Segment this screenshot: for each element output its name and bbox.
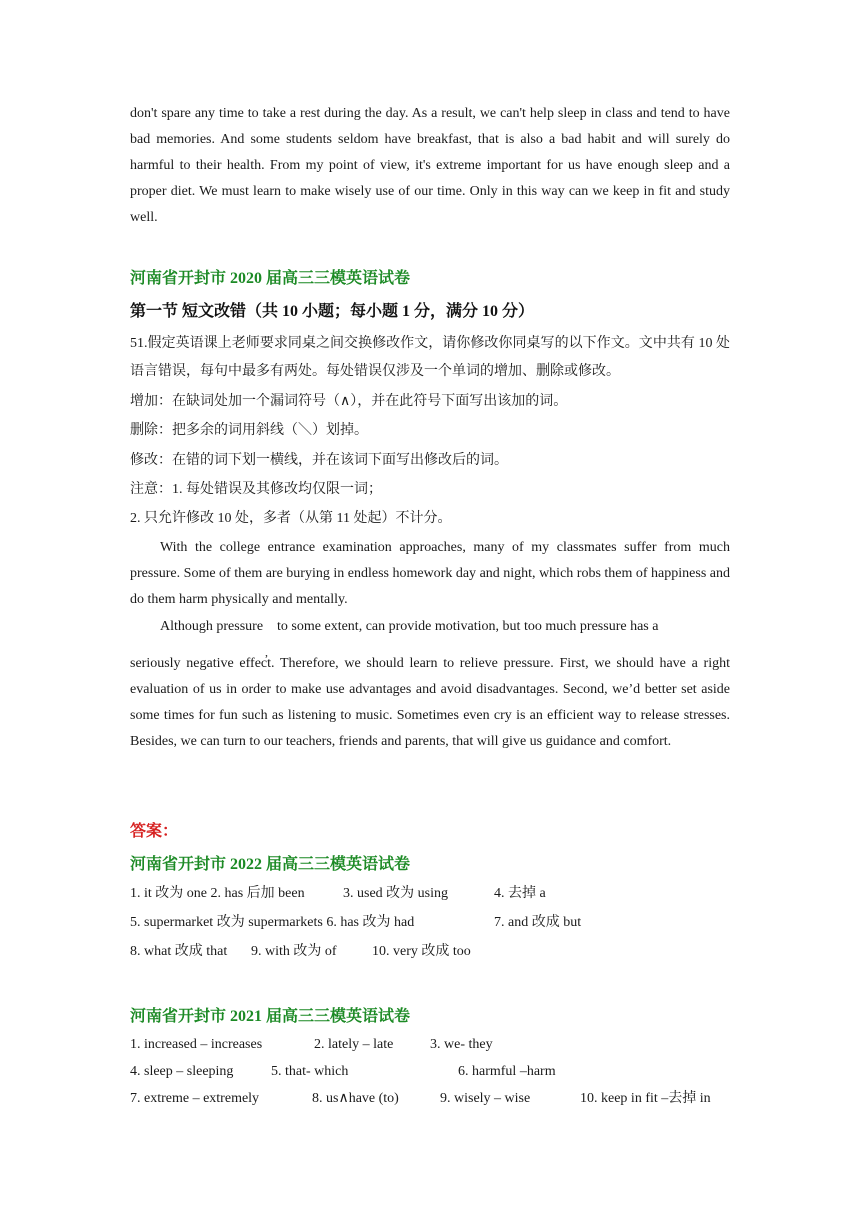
answer-item: 3. we- they <box>430 1037 493 1052</box>
instructions-intro: 51.假定英语课上老师要求同桌之间交换修改作文，请你修改你同桌写的以下作文。文中共有 10 处语言错误，每句中最多有两处。每处错误仅涉及一个单词的增加、删除或修改。 <box>130 336 730 379</box>
instruction-note-1: 注意：1. 每处错误及其修改均仅限一词； <box>130 482 382 497</box>
answer-item: 8. us∧have (to) <box>312 1091 399 1106</box>
section-title: 第一节 短文改错（共 10 小题；每小题 1 分，满分 10 分） <box>130 303 535 320</box>
essay-p2-start: Although pressure <box>160 619 264 634</box>
answer-item: 1. it 改为 one 2. has 后加 been <box>130 886 305 901</box>
instruction-add: 增加：在缺词处加一个漏词符号（∧），并在此符号下面写出该加的词。 <box>130 394 568 409</box>
answer-item: 2. lately – late <box>314 1037 394 1052</box>
answer-item: 5. that- which <box>271 1064 349 1079</box>
essay-paragraph-2-first-line: Although pressure , to some extent, can provide motivation, but too much pressure has a <box>160 619 659 659</box>
answer-item: 7. extreme – extremely <box>130 1091 260 1106</box>
answer-item: 9. wisely – wise <box>440 1091 531 1106</box>
answer-item: 4. 去掉 a <box>494 886 546 901</box>
essay-paragraph-2: seriously negative effect. Therefore, we should learn to relieve pressure. First, we should have a right evaluation of us in order to make use advantages and avoid disadvantages. Second, we’d better set aside some times for fun such as listening to music. Sometimes even cry is an efficient way to release stresses. Besides, we can turn to our teachers, friends and parents, that will give us guidance and comfort. <box>130 656 730 749</box>
answer-item: 10. very 改成 too <box>372 944 471 959</box>
answer-item: 3. used 改为 using <box>343 886 448 901</box>
answer-row <box>130 908 730 937</box>
answer-item: 9. with 改为 of <box>251 944 337 959</box>
instruction-delete: 删除：把多余的词用斜线（＼）划掉。 <box>130 423 368 438</box>
answer-item: 7. and 改成 but <box>494 915 582 930</box>
top-paragraph: don't spare any time to take a rest during the day. As a result, we can't help sleep in class and tend to have bad memories. And some students seldom have breakfast, that is also a bad habit and will surely do harmful to their health. From my point of view, it's extreme important for us have enough sleep and a proper diet. We must learn to make wisely use of our time. Only in this way can we keep in fit and study well. <box>130 106 730 225</box>
answer-row <box>130 879 730 908</box>
answer-row <box>130 1058 730 1085</box>
answer-item: 10. keep in fit –去掉 in <box>580 1091 711 1106</box>
answer-item: 4. sleep – sleeping <box>130 1064 234 1079</box>
essay-p2-line1-rest: to some extent, can provide motivation, but too much pressure has a <box>277 619 659 634</box>
answer-row <box>130 1031 730 1058</box>
answer-label: 答案： <box>130 823 179 840</box>
instruction-note-2: 2. 只允许修改 10 处，多者（从第 11 处起）不计分。 <box>130 511 452 526</box>
exam-title-2020: 河南省开封市 2020 届高三三模英语试卷 <box>130 270 411 287</box>
answer-item: 5. supermarket 改为 supermarkets 6. has 改为 had <box>130 915 415 930</box>
exam-title-2022: 河南省开封市 2022 届高三三模英语试卷 <box>130 856 411 873</box>
answers-2022 <box>130 879 730 966</box>
answer-item: 1. increased – increases <box>130 1037 263 1052</box>
answers-2021 <box>130 1031 730 1112</box>
answer-item: 6. harmful –harm <box>458 1064 556 1079</box>
essay-paragraph-1: With the college entrance examination approaches, many of my classmates suffer from much pressure. Some of them are burying in endless homework day and night, which robs them of happiness and do them harm physically and mentally. <box>130 540 730 607</box>
answer-row <box>130 1085 730 1112</box>
answer-item: 8. what 改成 that <box>130 944 228 959</box>
answer-row <box>130 937 730 966</box>
exam-title-2021: 河南省开封市 2021 届高三三模英语试卷 <box>130 1008 411 1025</box>
instruction-modify: 修改：在错的词下划一横线，并在该词下面写出修改后的词。 <box>130 453 508 468</box>
